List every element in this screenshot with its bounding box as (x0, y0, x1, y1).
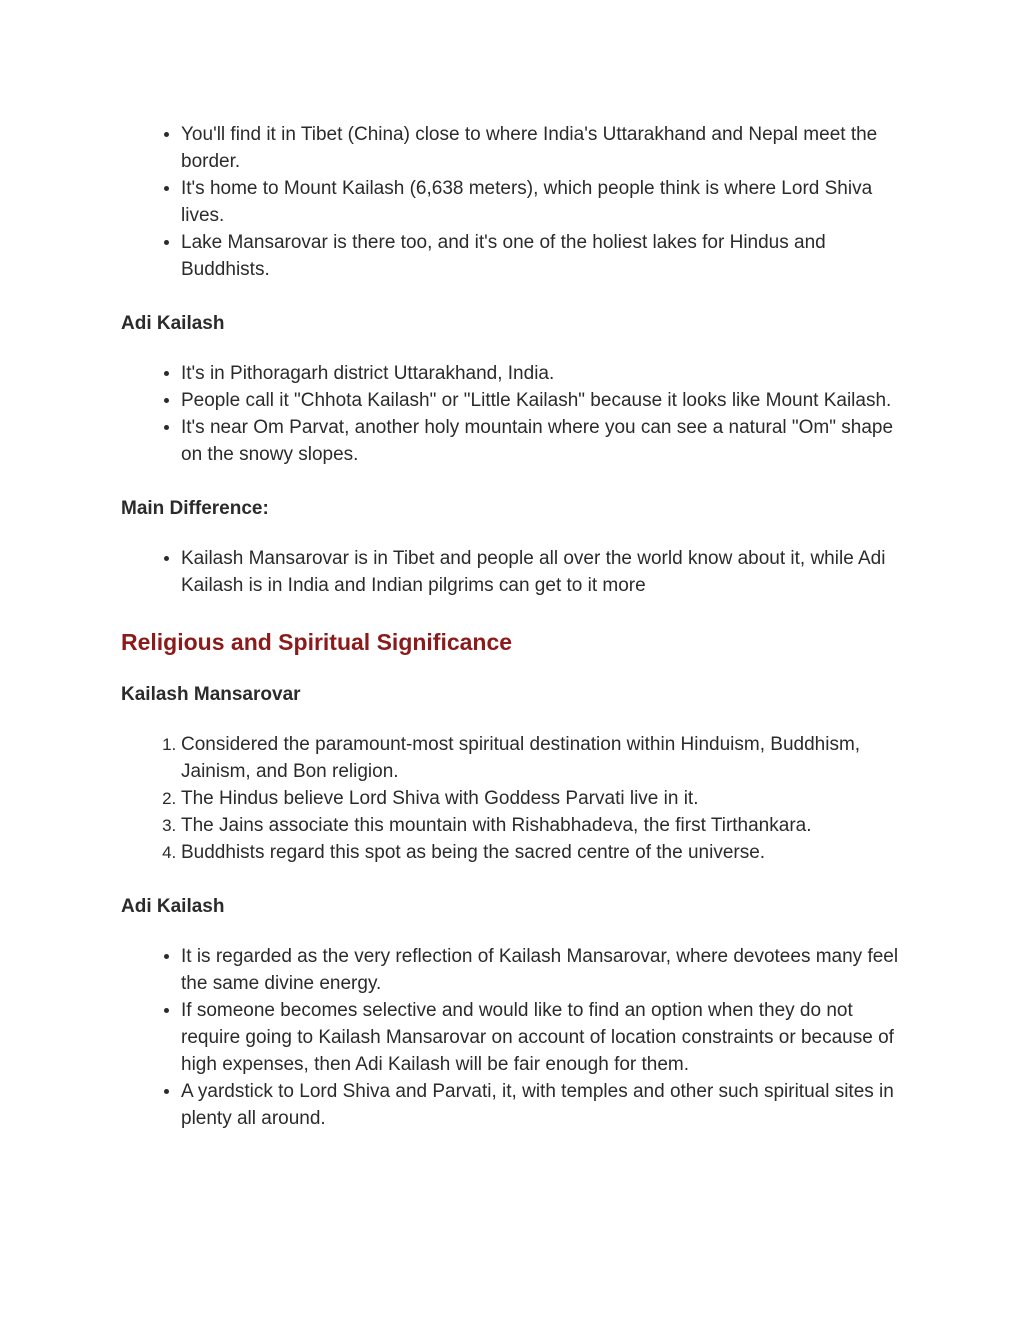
main-difference-heading: Main Difference: (121, 498, 269, 519)
list-item: • It's home to Mount Kailash (6,638 meters), which people think is where Lord Shiva lives. (181, 175, 911, 229)
list-item: • You'll find it in Tibet (China) close to where India's Uttarakhand and Nepal meet the border. (181, 121, 911, 175)
list-item: • A yardstick to Lord Shiva and Parvati, it, with temples and other such spiritual sites in plenty all around. (181, 1078, 911, 1132)
section-title: Religious and Spiritual Significance (121, 629, 513, 655)
list-item: • It is regarded as the very reflection of Kailash Mansarovar, where devotees many feel the same divine energy. (181, 943, 911, 997)
adi-kailash-heading-2: Adi Kailash (121, 896, 225, 917)
kailash-mansarovar-heading: Kailash Mansarovar (121, 684, 301, 705)
list-item: • If someone becomes selective and would like to find an option when they do not require going to Kailash Mansarovar on account of location constraints or because of high expenses, then Adi Kailash will be fair enough for them. (181, 997, 911, 1078)
adi-kailash-bullet-list (121, 360, 911, 468)
list-item: 1. Considered the paramount-most spiritual destination within Hinduism, Buddhism, Jainism, and Bon religion. (181, 731, 911, 785)
list-item: 3. The Jains associate this mountain with Rishabhadeva, the first Tirthankara. (181, 812, 911, 839)
kailash-mansarovar-numbered-list (121, 731, 911, 866)
list-item: • It's near Om Parvat, another holy mountain where you can see a natural "Om" shape on the snowy slopes. (181, 414, 911, 468)
document-content (121, 121, 911, 1132)
list-item: • People call it "Chhota Kailash" or "Little Kailash" because it looks like Mount Kailash. (181, 387, 911, 414)
list-item: 4. Buddhists regard this spot as being the sacred centre of the universe. (181, 839, 911, 866)
main-difference-bullet-list (121, 545, 911, 599)
list-item: • Lake Mansarovar is there too, and it's one of the holiest lakes for Hindus and Buddhists. (181, 229, 911, 283)
adi-kailash-significance-bullet-list (121, 943, 911, 1132)
intro-bullet-list (121, 121, 911, 283)
list-item: • It's in Pithoragarh district Uttarakhand, India. (181, 360, 911, 387)
list-item: 2. The Hindus believe Lord Shiva with Goddess Parvati live in it. (181, 785, 911, 812)
adi-kailash-heading: Adi Kailash (121, 313, 225, 334)
list-item: • Kailash Mansarovar is in Tibet and people all over the world know about it, while Adi Kailash is in India and Indian pilgrims can get to it more (181, 545, 911, 599)
